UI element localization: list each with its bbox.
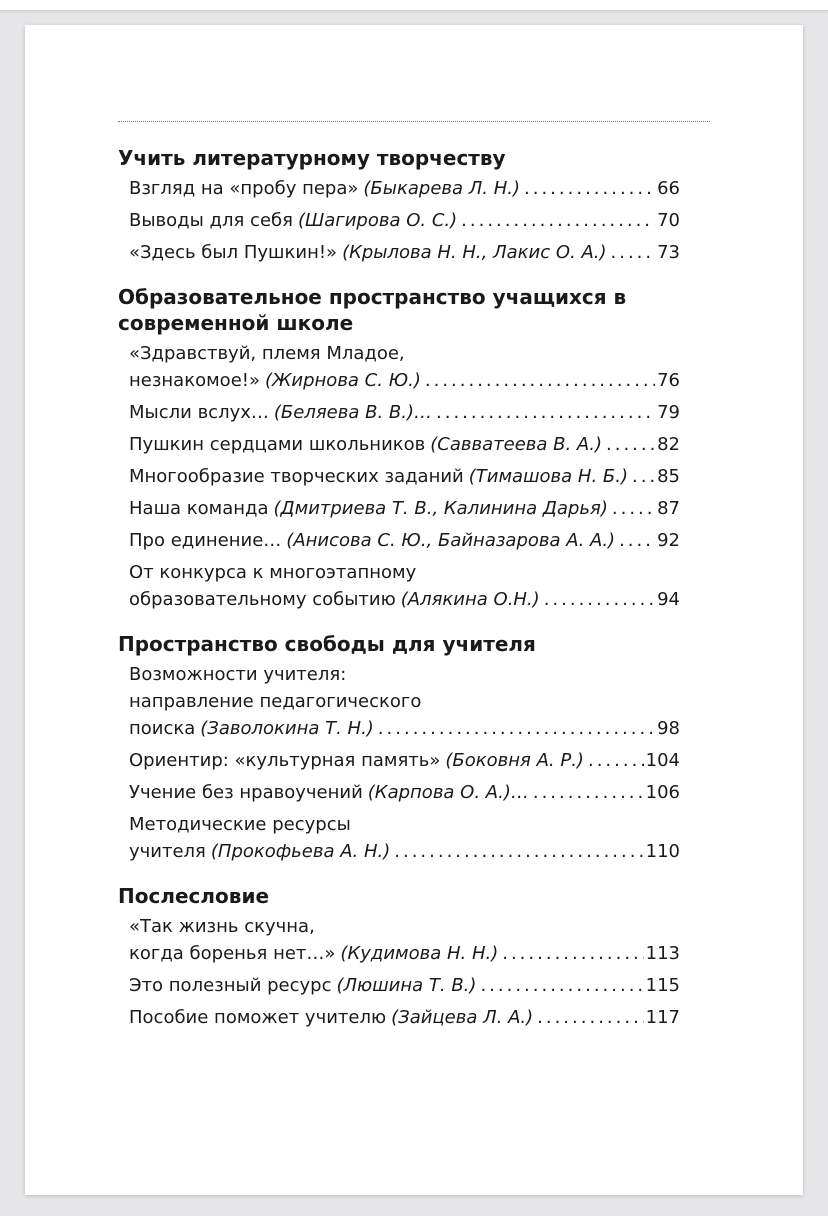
toc-entry[interactable] (118, 207, 680, 234)
page-number: 66 (657, 178, 680, 199)
entry-author: (Жирнова С. Ю.) (265, 370, 421, 391)
entry-final-line (129, 586, 680, 613)
entry-author: (Боковня А. Р.) (445, 750, 584, 771)
page-number: 117 (645, 1007, 680, 1028)
toc-entry[interactable] (118, 661, 680, 742)
entry-author: (Крылова Н. Н., Лакис О. А.) (342, 242, 607, 263)
page-number: 113 (645, 943, 680, 964)
toc-section (118, 631, 718, 865)
toc-section (118, 284, 718, 613)
entry-final-line (129, 1004, 680, 1031)
dot-leader (524, 175, 655, 202)
entry-author: (Люшина Т. В.) (336, 975, 477, 996)
entry-author: (Шагирова О. С.) (297, 210, 458, 231)
dot-leader (606, 431, 655, 458)
table-of-contents (118, 145, 718, 1049)
toc-entry[interactable] (118, 559, 680, 613)
page-number: 98 (657, 718, 680, 739)
toc-entry[interactable] (118, 779, 680, 806)
entry-author: (Зайцева Л. А.) (391, 1007, 534, 1028)
entry-final-line (129, 175, 680, 202)
entry-final-line (129, 747, 680, 774)
entry-title-line: образовательному событию (129, 589, 396, 610)
toc-entry[interactable] (118, 463, 680, 490)
toc-entry[interactable] (118, 175, 680, 202)
entry-title-line: Про единение… (129, 530, 282, 551)
toc-entry[interactable] (118, 239, 680, 266)
entry-title-line: Мысли вслух… (129, 402, 269, 423)
toc-entry[interactable] (118, 495, 680, 522)
section-title: Пространство свободы для учителя (118, 632, 536, 656)
entry-title-line: Взгляд на «пробу пера» (129, 178, 359, 199)
dot-leader (537, 1004, 644, 1031)
entry-final-line (129, 527, 680, 554)
entry-author: (Прокофьева А. Н.) (210, 841, 391, 862)
page-number: 87 (657, 498, 680, 519)
entry-final-line (129, 239, 680, 266)
entry-title-line: Пушкин сердцами школьников (129, 434, 426, 455)
entry-author: (Беляева В. В.)… (273, 402, 432, 423)
dotted-separator (118, 121, 710, 122)
page-number: 94 (657, 589, 680, 610)
entry-author: (Анисова С. Ю., Байназарова А. А.) (286, 530, 616, 551)
entry-title-line: От конкурса к многоэтапному (129, 562, 417, 583)
entry-title-line: Многообразие творческих заданий (129, 466, 464, 487)
toc-entry[interactable] (118, 972, 680, 999)
dot-leader (436, 399, 655, 426)
dot-leader (502, 940, 643, 967)
toc-entry[interactable] (118, 811, 680, 865)
page-number: 85 (657, 466, 680, 487)
entry-final-line (129, 838, 680, 865)
dot-leader (461, 207, 655, 234)
entry-author: (Тимашова Н. Б.) (468, 466, 628, 487)
page-number: 82 (657, 434, 680, 455)
page-number: 104 (645, 750, 680, 771)
page-number: 73 (657, 242, 680, 263)
dot-leader (544, 586, 655, 613)
page-number: 115 (645, 975, 680, 996)
section-title: Образовательное пространство учащихся в современной школе (118, 285, 627, 335)
entry-final-line (129, 715, 680, 742)
entry-title-line: Пособие поможет учителю (129, 1007, 387, 1028)
entry-title-line: незнакомое!» (129, 370, 260, 391)
entry-title-line: Методические ресурсы (129, 814, 351, 835)
entry-title-line: Учение без нравоучений (129, 782, 363, 803)
section-title: Учить литературному творчеству (118, 146, 506, 170)
entry-title-line: направление педагогического (129, 691, 422, 712)
entry-title-line: Выводы для себя (129, 210, 293, 231)
toc-section (118, 145, 718, 266)
dot-leader (588, 747, 644, 774)
page-number: 106 (645, 782, 680, 803)
entry-title-line: поиска (129, 718, 196, 739)
entry-author: (Алякина О.Н.) (400, 589, 540, 610)
entry-title-line: Возможности учителя: (129, 664, 347, 685)
toc-section (118, 883, 718, 1031)
section-title: Послесловие (118, 884, 270, 908)
entry-title-line: Ориентир: «культурная память» (129, 750, 441, 771)
entry-author: (Кудимова Н. Н.) (340, 943, 499, 964)
toc-entry[interactable] (118, 527, 680, 554)
entry-final-line (129, 495, 680, 522)
entry-final-line (129, 779, 680, 806)
dot-leader (425, 367, 655, 394)
entry-author: (Дмитриева Т. В., Калинина Дарья) (273, 498, 608, 519)
entry-final-line (129, 399, 680, 426)
toc-entry[interactable] (118, 1004, 680, 1031)
dot-leader (619, 527, 655, 554)
page-number: 110 (645, 841, 680, 862)
entry-title-line: когда боренья нет…» (129, 943, 336, 964)
page-number: 70 (657, 210, 680, 231)
page-number: 92 (657, 530, 680, 551)
entry-title-line: Наша команда (129, 498, 269, 519)
page-number: 76 (657, 370, 680, 391)
entry-author: (Карпова О. А.)… (367, 782, 529, 803)
dot-leader (394, 838, 643, 865)
entry-author: (Заволокина Т. Н.) (200, 718, 374, 739)
entry-final-line (129, 431, 680, 458)
entry-title-line: «Здравствуй, племя Младое, (129, 343, 405, 364)
previous-page-edge (0, 0, 828, 11)
entry-title-line: «Здесь был Пушкин!» (129, 242, 338, 263)
dot-leader (378, 715, 655, 742)
toc-entry[interactable] (118, 340, 680, 394)
dot-leader (612, 495, 655, 522)
entry-final-line (129, 367, 680, 394)
entry-author: (Савватеева В. А.) (430, 434, 602, 455)
page-number: 79 (657, 402, 680, 423)
dot-leader (611, 239, 656, 266)
entry-author: (Быкарева Л. Н.) (363, 178, 521, 199)
document-page (25, 25, 803, 1195)
toc-entry[interactable] (118, 399, 680, 426)
toc-entry[interactable] (118, 431, 680, 458)
dot-leader (533, 779, 644, 806)
entry-title-line: учителя (129, 841, 206, 862)
entry-final-line (129, 940, 680, 967)
entry-title-line: «Так жизнь скучна, (129, 916, 315, 937)
dot-leader (632, 463, 655, 490)
entry-final-line (129, 972, 680, 999)
dot-leader (480, 972, 643, 999)
toc-entry[interactable] (118, 913, 680, 967)
entry-final-line (129, 463, 680, 490)
entry-title-line: Это полезный ресурс (129, 975, 332, 996)
toc-entry[interactable] (118, 747, 680, 774)
entry-final-line (129, 207, 680, 234)
